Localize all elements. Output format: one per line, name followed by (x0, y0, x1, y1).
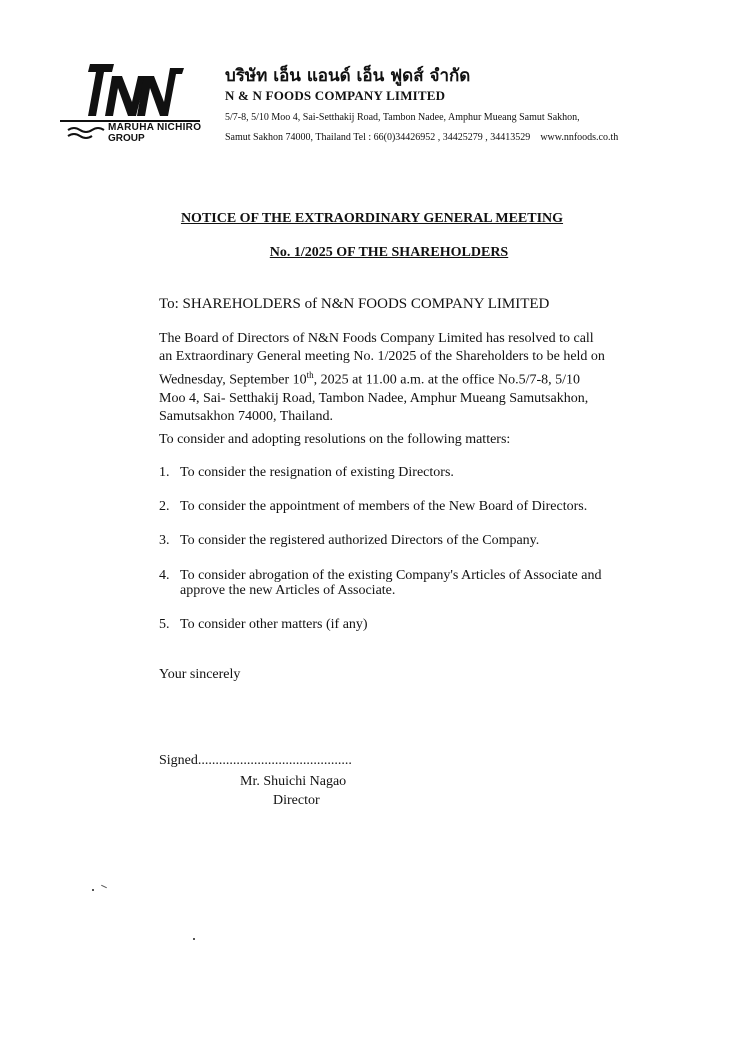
company-logo-icon (88, 62, 184, 118)
agenda-text (180, 568, 660, 598)
date-suffix: th (306, 370, 314, 380)
company-address-line2 (225, 132, 618, 143)
company-address-line1: 5/7-8, 5/10 Moo 4, Sai-Setthakij Road, Tambon Nadee, Amphur Mueang Samut Sakhon, (225, 112, 580, 123)
group-label: GROUP (108, 133, 145, 144)
notice-subtitle: No. 1/2025 OF THE SHAREHOLDERS (269, 245, 509, 260)
agenda-number: 3. (159, 533, 170, 548)
agenda-text-line: approve the new Articles of Associate. (180, 583, 396, 598)
company-name-english: N & N FOODS COMPANY LIMITED (225, 88, 446, 103)
company-website: www.nnfoods.co.th (540, 132, 619, 143)
meeting-paragraph (159, 330, 679, 426)
paragraph-line: an Extraordinary General meeting No. 1/2025 of the Shareholders to be held on (159, 349, 605, 364)
agenda-item (159, 568, 679, 600)
agenda-text: To consider other matters (if any) (180, 617, 368, 632)
agenda-item (159, 617, 679, 632)
agenda-number: 5. (159, 617, 170, 632)
paragraph-line (159, 366, 679, 390)
agenda-number: 2. (159, 499, 170, 514)
closing-salutation: Your sincerely (159, 667, 241, 682)
signer-title: Director (273, 793, 320, 808)
paragraph-line: Moo 4, Sai- Setthakij Road, Tambon Nadee, Amphur Mueang Samutsakhon, (159, 390, 589, 406)
notice-title: NOTICE OF THE EXTRAORDINARY GENERAL MEETING (180, 211, 564, 226)
agenda-text: To consider the registered authorized Directors of the Company. (180, 533, 540, 548)
meeting-date: Wednesday, September 10 (159, 372, 307, 388)
addressee-line: To: SHAREHOLDERS of N&N FOODS COMPANY LIMITED (159, 296, 550, 312)
agenda-text-line: To consider abrogation of the existing Company's Articles of Associate and (180, 568, 602, 583)
agenda-item (159, 533, 679, 548)
agenda-text: To consider the appointment of members of the New Board of Directors. (180, 499, 588, 514)
agenda-intro: To consider and adopting resolutions on the following matters: (159, 432, 511, 447)
agenda-item (159, 499, 679, 514)
paragraph-line: Samutsakhon 74000, Thailand. (159, 408, 333, 424)
paragraph-line: The Board of Directors of N&N Foods Company Limited has resolved to call (159, 331, 594, 346)
company-name-thai: บริษัท เอ็น แอนด์ เอ็น ฟูดส์ จำกัด (225, 66, 471, 86)
meeting-time-place: , 2025 at 11.00 a.m. at the office No.5/7-8, 5/10 (313, 372, 581, 388)
signer-name: Mr. Shuichi Nagao (240, 774, 347, 789)
agenda-text: To consider the resignation of existing Directors. (180, 465, 454, 480)
agenda-number: 1. (159, 465, 170, 480)
company-contact: Samut Sakhon 74000, Thailand Tel : 66(0)34426952 , 34425279 , 34413529 (225, 132, 531, 143)
wave-icon (66, 126, 106, 140)
agenda-item (159, 465, 679, 480)
agenda-number: 4. (159, 568, 170, 583)
group-name: MARUHA NICHIRO (108, 122, 202, 133)
signature-line: Signed............................................ (159, 753, 352, 768)
